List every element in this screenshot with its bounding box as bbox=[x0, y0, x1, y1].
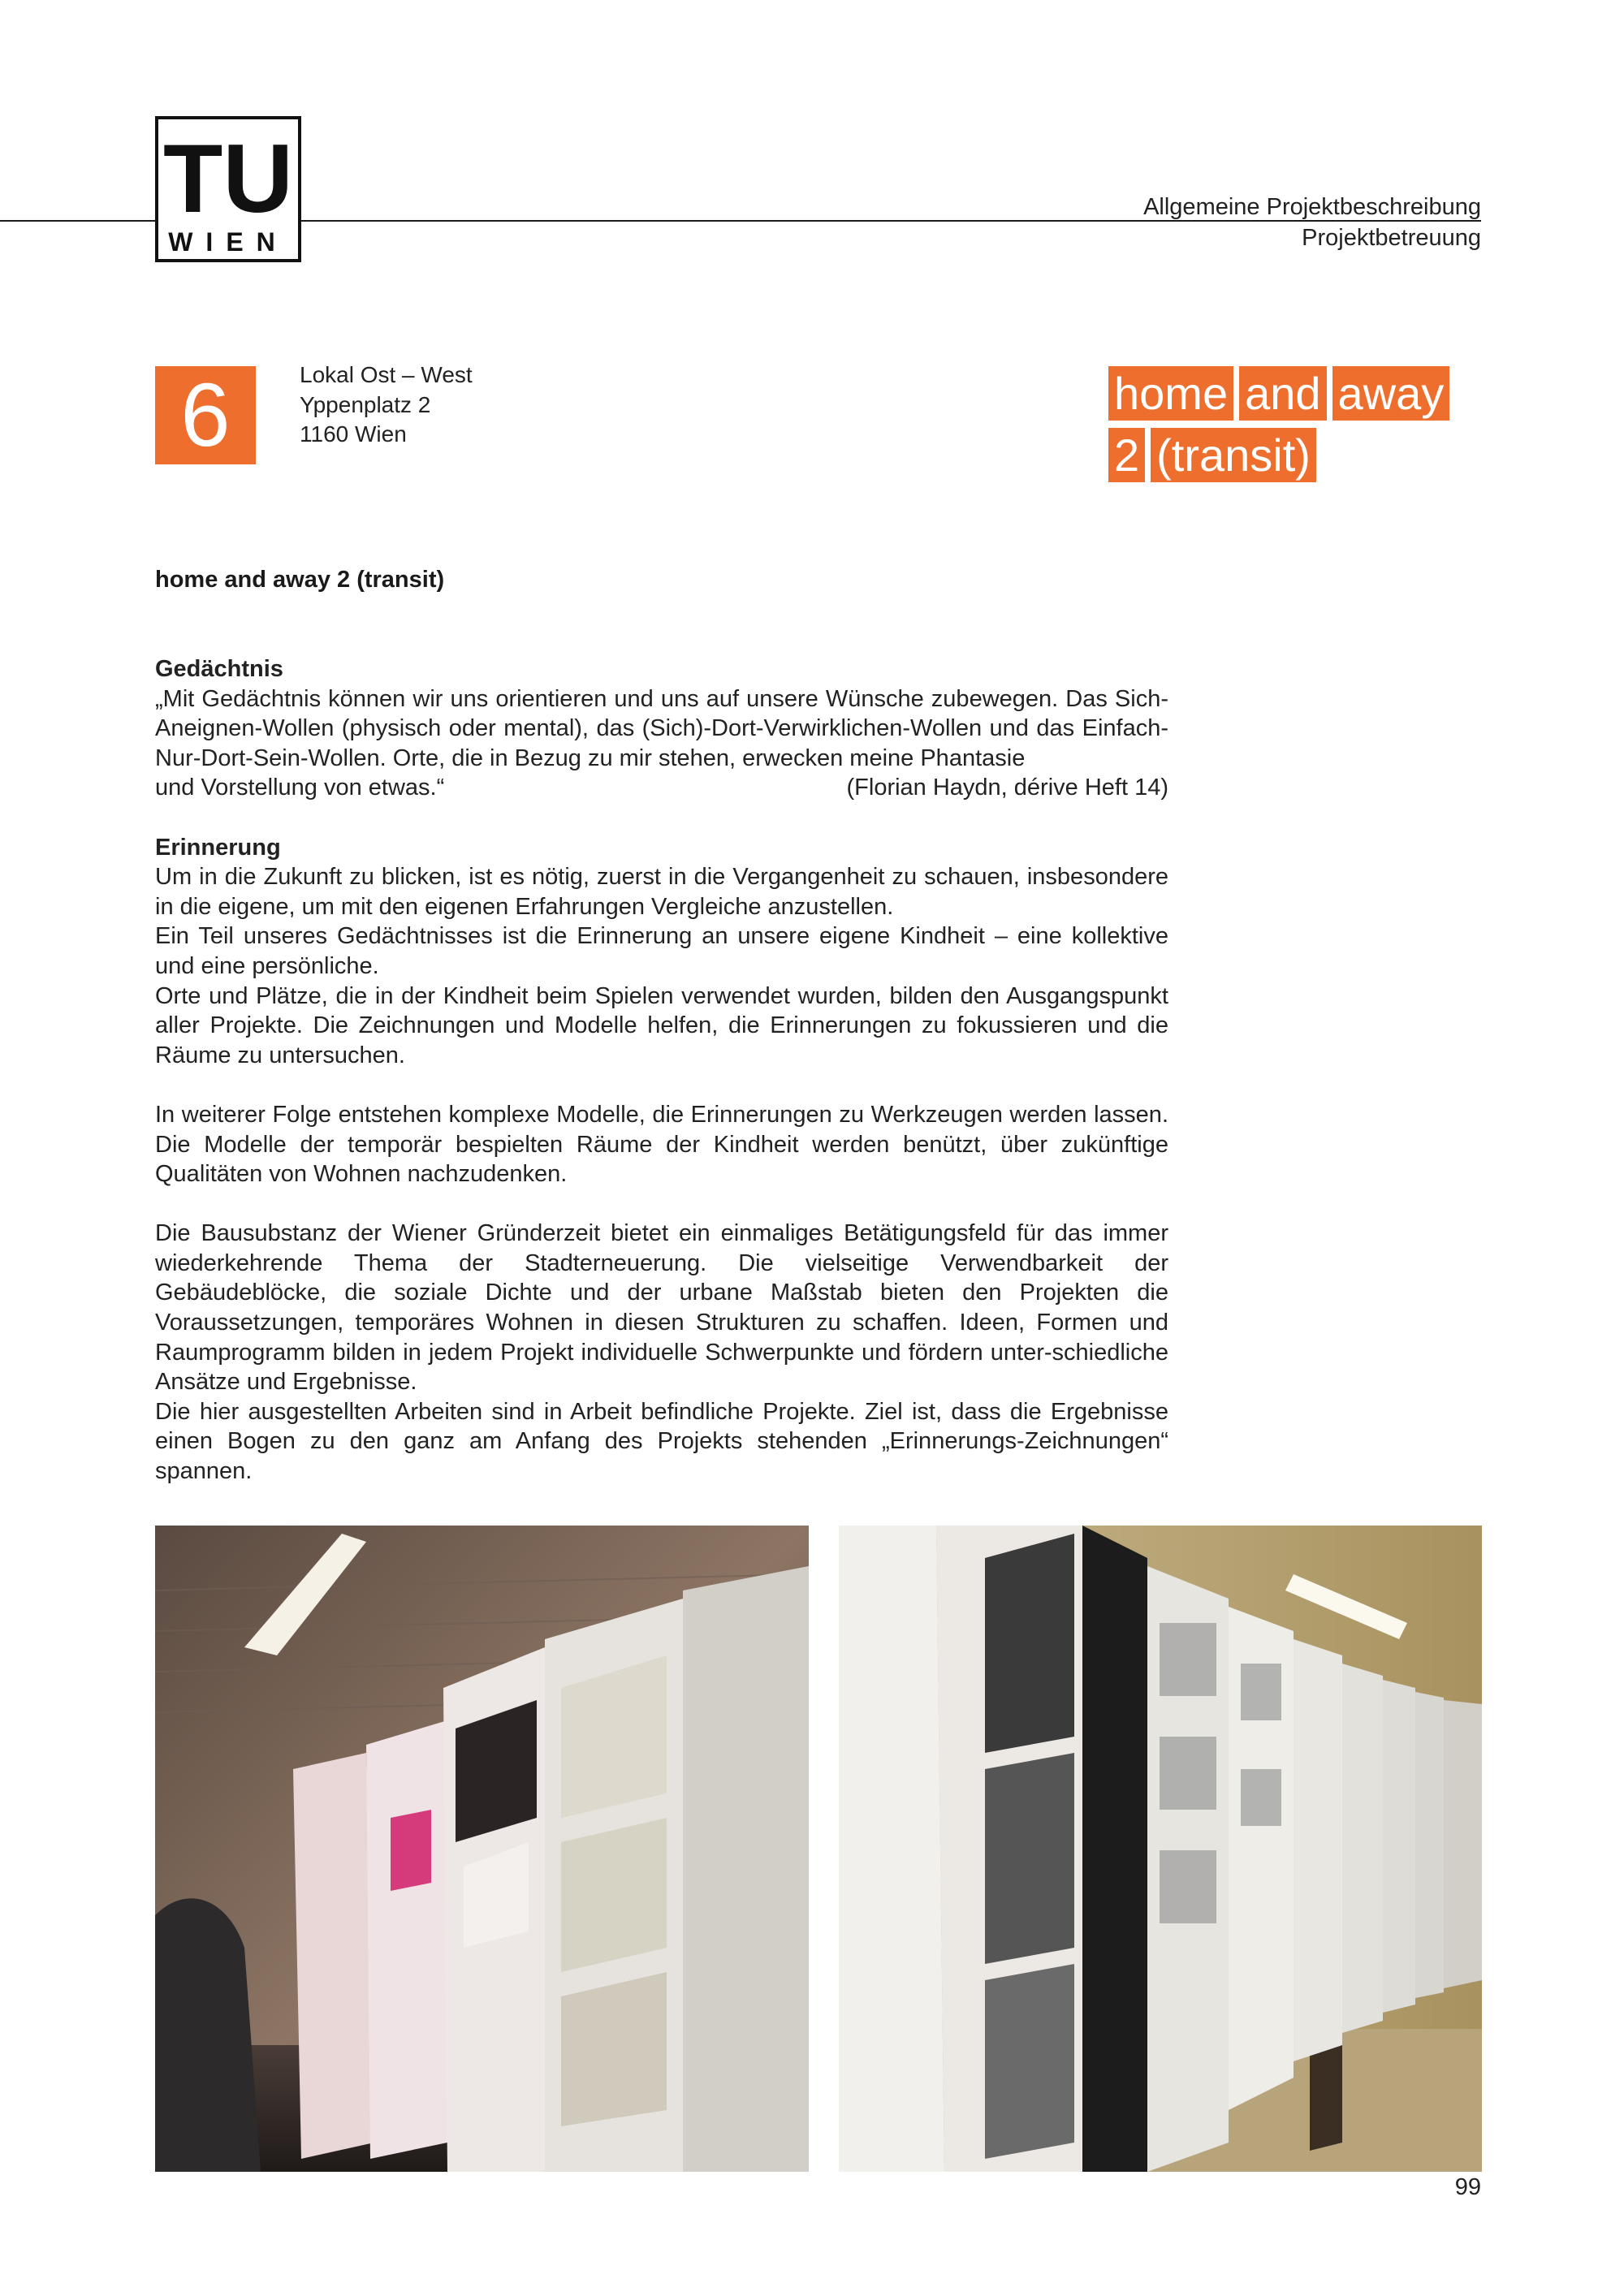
section-heading-erinnerung: Erinnerung bbox=[155, 834, 281, 861]
brand-row bbox=[1108, 428, 1449, 482]
body-text bbox=[155, 654, 1168, 1487]
paragraph: Die hier ausgestellten Arbeiten sind in Arbeit befindliche Projekte. Ziel ist, dass die Ergebnisse einen Bogen zu den ganz am Anfang des Projekts stehenden „Erinnerungs-Zeichnungen“ spannen. bbox=[155, 1398, 1168, 1485]
exhibition-photo-right bbox=[839, 1526, 1482, 2172]
page-number: 99 bbox=[1454, 2174, 1481, 2200]
address-line: Lokal Ost – West bbox=[300, 362, 473, 387]
quote-end: und Vorstellung von etwas.“ bbox=[155, 775, 445, 801]
header-line-1: Allgemeine Projektbeschreibung bbox=[1143, 194, 1481, 220]
brand-row bbox=[1108, 366, 1449, 421]
tu-wien-logo bbox=[155, 116, 301, 262]
project-brand bbox=[1108, 366, 1449, 490]
address-line: Yppenplatz 2 bbox=[300, 391, 431, 417]
brand-word: home bbox=[1108, 366, 1233, 421]
quote-text: „Mit Gedächtnis können wir uns orientieren und uns auf unsere Wünsche zubewegen. Das Sich-Aneignen-Wollen (physisch oder mental), das (Sich)-Dort-Verwirklichen-Wollen und das Einfach-Nur-Dort-Sein-Wollen. Orte, die in Bezug zu mir stehen, erwecken meine Phantasie bbox=[155, 685, 1168, 771]
project-number-badge: 6 bbox=[155, 366, 256, 464]
paragraph: Orte und Plätze, die in der Kindheit beim Spielen verwendet wurden, bilden den Ausgangspunkt aller Projekte. Die Zeichnungen und Modelle helfen, die Erinnerungen zu fokussieren und die Räume zu untersuchen. bbox=[155, 982, 1168, 1068]
header-labels bbox=[1143, 192, 1481, 253]
logo-wien-text: WIEN bbox=[168, 227, 288, 257]
brand-word: 2 bbox=[1108, 428, 1145, 482]
logo-tu-text: TU bbox=[163, 124, 293, 233]
paragraph: Um in die Zukunft zu blicken, ist es nötig, zuerst in die Vergangenheit zu schauen, insbesondere in die eigene, um mit den eigenen Erfahrungen Vergleiche anzustellen. bbox=[155, 864, 1168, 920]
project-address bbox=[300, 360, 473, 450]
section-heading-gedaechtnis: Gedächtnis bbox=[155, 656, 283, 682]
document-title: home and away 2 (transit) bbox=[155, 567, 445, 593]
paragraph: In weiterer Folge entstehen komplexe Modelle, die Erinnerungen zu Werkzeugen werden lassen. Die Modelle der temporär bespielten Räume der Kindheit werden benützt, über zukünftige Qualitäten von Wohnen nachzudenken. bbox=[155, 1101, 1168, 1188]
quote-source: (Florian Haydn, dérive Heft 14) bbox=[846, 775, 1168, 801]
paragraph: Ein Teil unseres Gedächtnisses ist die Erinnerung an unsere eigene Kindheit – eine kollektive und eine persönliche. bbox=[155, 923, 1168, 979]
brand-word: (transit) bbox=[1151, 428, 1316, 482]
quote-last-line bbox=[155, 773, 1168, 803]
brand-word: away bbox=[1332, 366, 1450, 421]
brand-word: and bbox=[1239, 366, 1326, 421]
address-line: 1160 Wien bbox=[300, 421, 407, 447]
header-line-2: Projektbetreuung bbox=[1302, 225, 1481, 251]
paragraph: Die Bausubstanz der Wiener Gründerzeit bietet ein einmaliges Betätigungsfeld für das immer wiederkehrende Thema der Stadterneuerung. Die vielseitige Verwendbarkeit der Gebäudeblöcke, die soziale Dichte und der urbane Maßstab bieten den Projekten die Voraussetzungen, temporäres Wohnen in diesen Strukturen zu schaffen. Ideen, Formen und Raumprogramm bilden in jedem Projekt individuelle Schwerpunkte und fördern unter-schiedliche Ansätze und Ergebnisse. bbox=[155, 1220, 1168, 1396]
exhibition-photo-left bbox=[155, 1526, 809, 2172]
